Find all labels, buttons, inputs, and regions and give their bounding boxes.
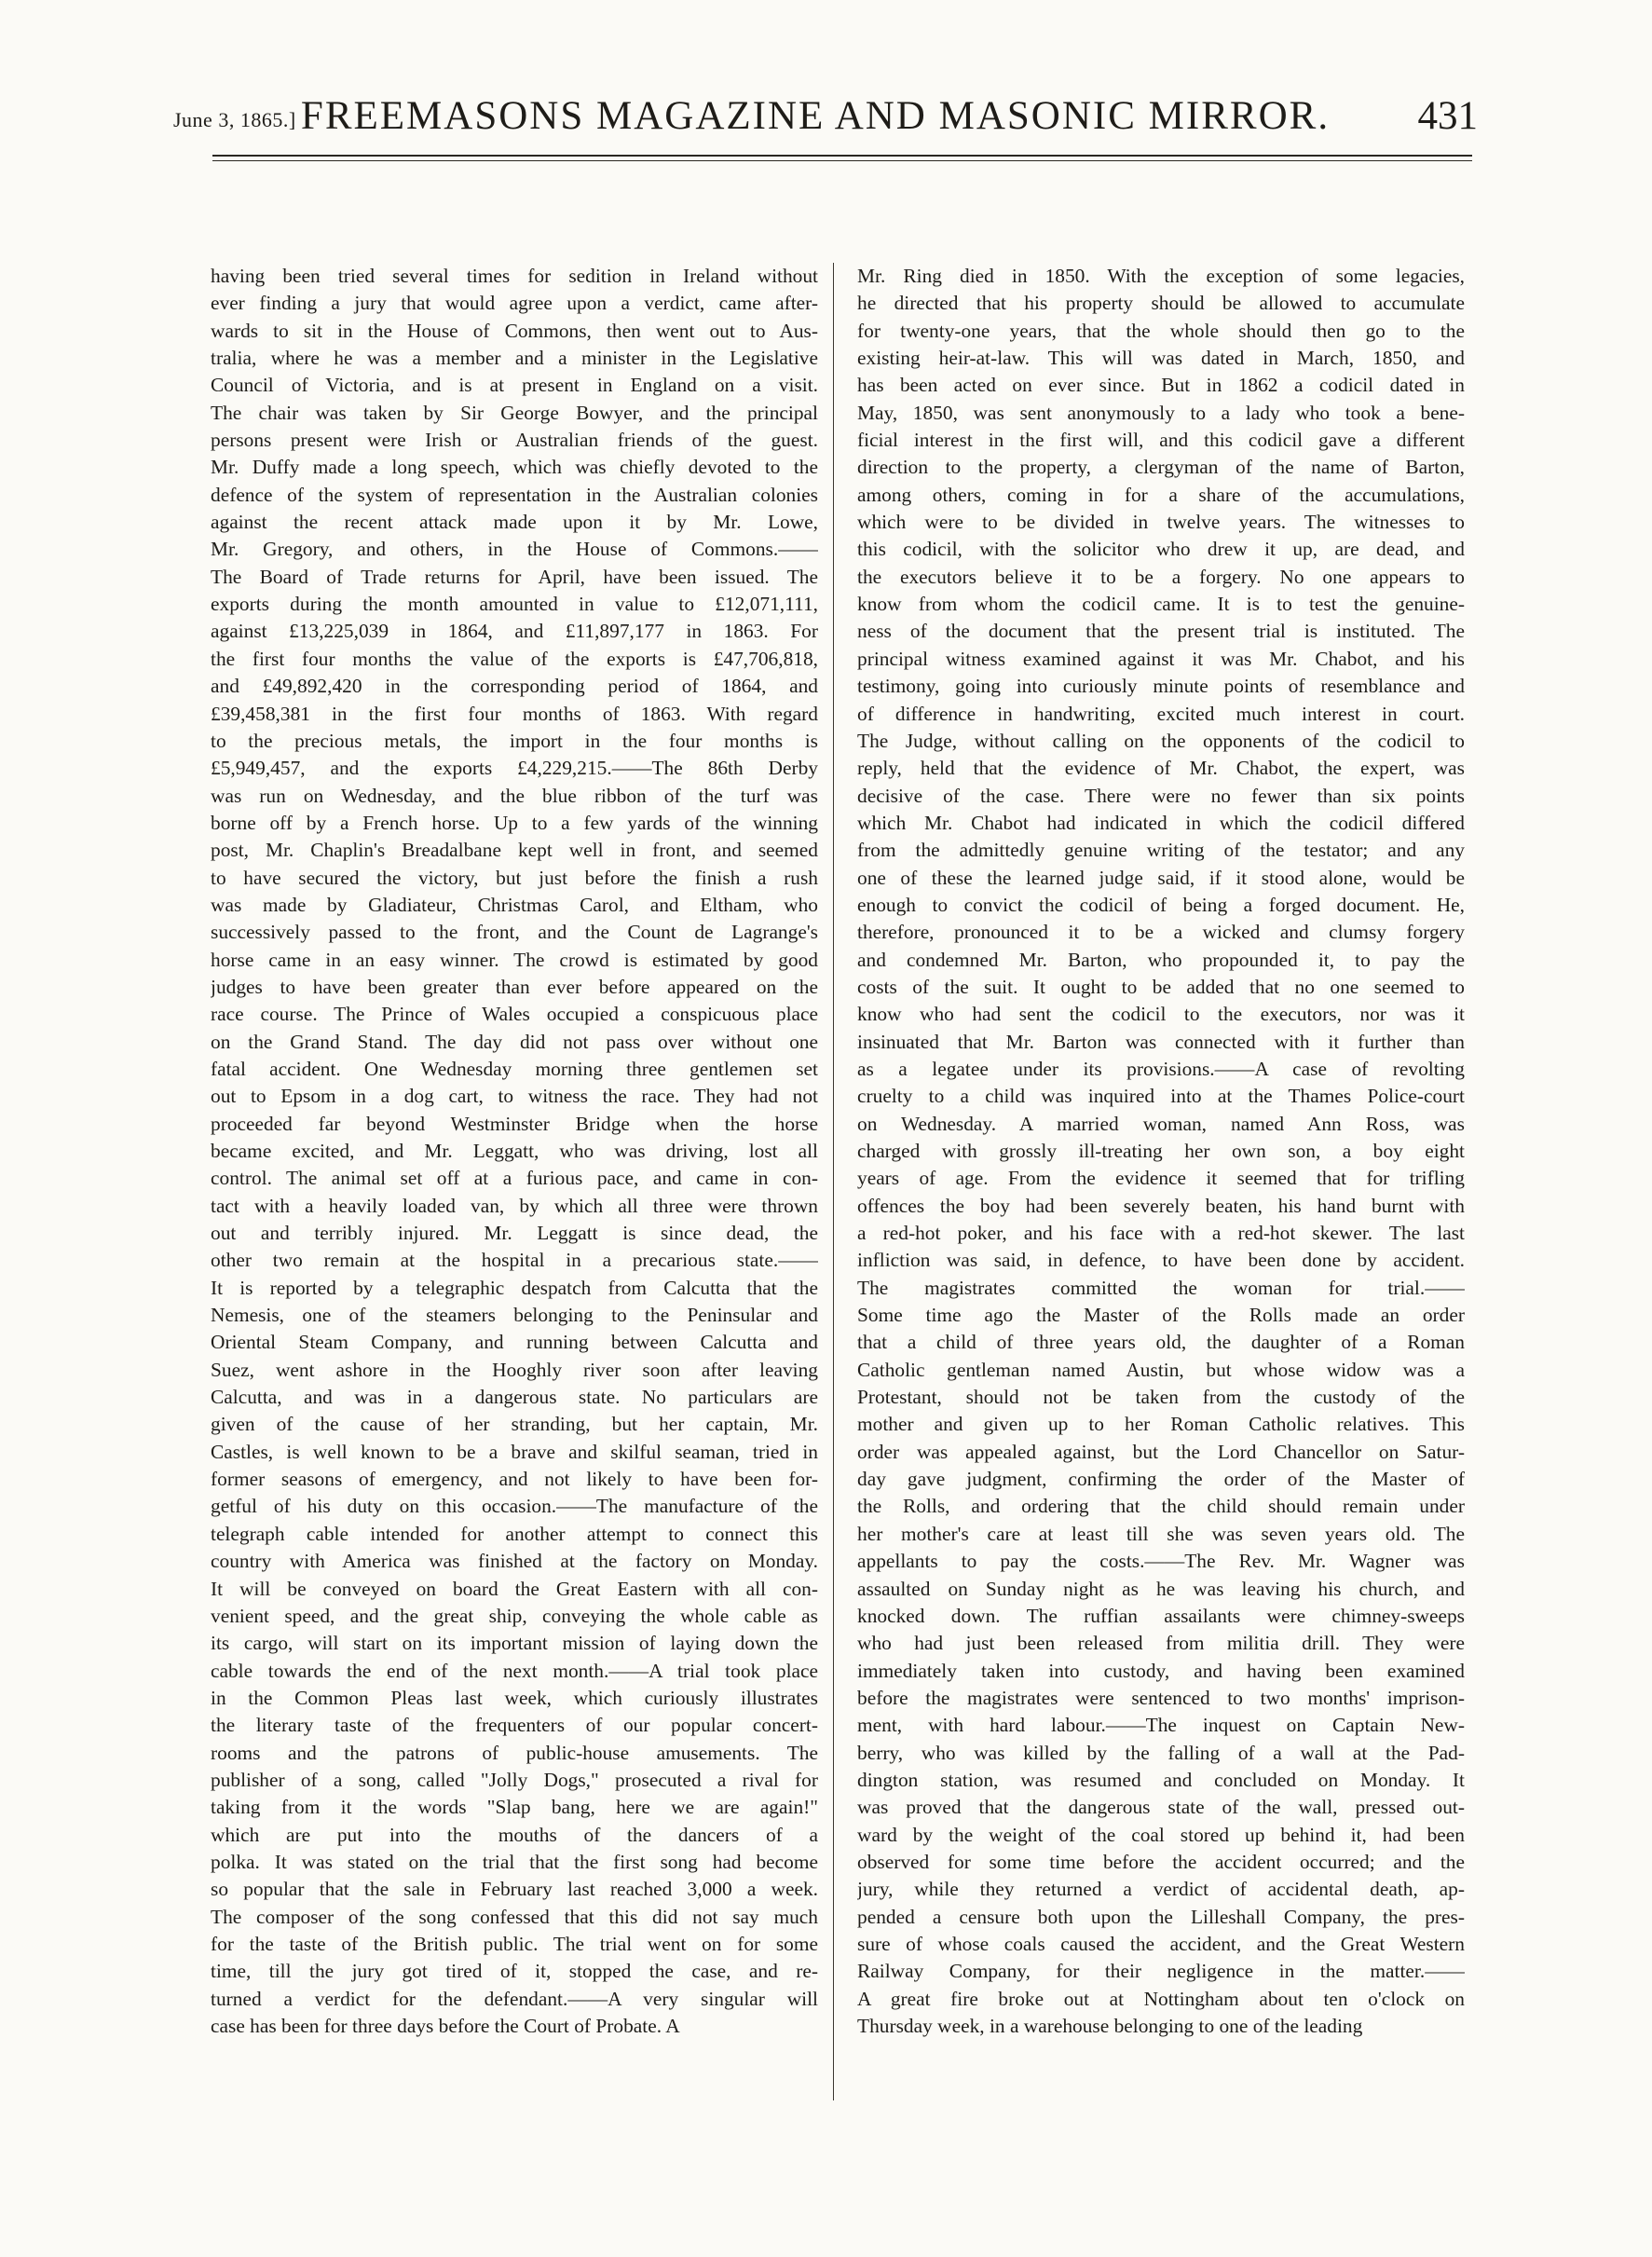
text-line: Mr. Ring died in 1850. With the exception of some legacies, [857, 265, 1465, 287]
text-line: her mother's care at least till she was seven years old. The [857, 1522, 1465, 1545]
text-line: horse came in an easy winner. The crowd is estimated by good [211, 948, 818, 971]
text-line: testimony, going into curiously minute points of resemblance and [857, 675, 1465, 698]
text-line: before the magistrates were sentenced to two months' imprison- [857, 1686, 1465, 1709]
text-line: which were to be divided in twelve years. The witnesses to [857, 511, 1465, 534]
text-line: Mr. Gregory, and others, in the House of Commons.—— [211, 538, 818, 561]
text-line: enough to convict the codicil of being a forged document. He, [857, 893, 1465, 916]
text-line: out and terribly injured. Mr. Leggatt is since dead, the [211, 1222, 818, 1245]
text-line: rooms and the patrons of public-house amusements. The [211, 1741, 818, 1764]
text-line: and £49,892,420 in the corresponding period of 1864, and [211, 675, 818, 698]
text-line: persons present were Irish or Australian friends of the guest. [211, 429, 818, 452]
text-line: Mr. Duffy made a long speech, which was chiefly devoted to the [211, 456, 818, 479]
text-line: was proved that the dangerous state of the wall, pressed out- [857, 1796, 1465, 1819]
text-line: defence of the system of representation in the Australian colonies [211, 483, 818, 506]
text-line: against the recent attack made upon it by Mr. Lowe, [211, 511, 818, 534]
text-line: a red-hot poker, and his face with a red-hot skewer. The last [857, 1222, 1465, 1245]
text-line: Protestant, should not be taken from the custody of the [857, 1386, 1465, 1409]
text-line: getful of his duty on this occasion.——The manufacture of the [211, 1495, 818, 1518]
text-line: the literary taste of the frequenters of our popular concert- [211, 1714, 818, 1737]
text-line: A great fire broke out at Nottingham about ten o'clock on [857, 1987, 1465, 2010]
text-line: infliction was said, in defence, to have been done by accident. [857, 1249, 1465, 1272]
text-line: decisive of the case. There were no fewer than six points [857, 784, 1465, 807]
column-divider [833, 263, 834, 2100]
text-line: the executors believe it to be a forgery. No one appears to [857, 565, 1465, 588]
text-line: its cargo, will start on its important mission of laying down the [211, 1632, 818, 1655]
text-line: day gave judgment, confirming the order of the Master of [857, 1468, 1465, 1491]
text-line: to the precious metals, the import in the four months is [211, 729, 818, 752]
text-line: was made by Gladiateur, Christmas Carol, and Eltham, who [211, 893, 818, 916]
text-line: Council of Victoria, and is at present in England on a visit. [211, 374, 818, 397]
text-line: exports during the month amounted in value to £12,071,111, [211, 593, 818, 616]
text-line: country with America was finished at the factory on Monday. [211, 1550, 818, 1573]
text-line: tact with a heavily loaded van, by which all three were thrown [211, 1194, 818, 1217]
text-line: to have secured the victory, but just before the finish a rush [211, 866, 818, 889]
text-line: became excited, and Mr. Leggatt, who was driving, lost all [211, 1140, 818, 1162]
text-line: which are put into the mouths of the dancers of a [211, 1823, 818, 1846]
text-line: control. The animal set off at a furious pace, and came in con- [211, 1167, 818, 1190]
text-line: assaulted on Sunday night as he was leaving his church, and [857, 1577, 1465, 1600]
text-line: therefore, pronounced it to be a wicked and clumsy forgery [857, 921, 1465, 944]
text-line: successively passed to the front, and the Count de Lagrange's [211, 921, 818, 944]
text-line: dington station, was resumed and concluded on Monday. It [857, 1768, 1465, 1791]
text-line: tralia, where he was a member and a minister in the Legislative [211, 347, 818, 370]
text-line: The magistrates committed the woman for trial.—— [857, 1276, 1465, 1299]
text-line: wards to sit in the House of Commons, then went out to Aus- [211, 319, 818, 342]
text-line: the first four months the value of the exports is £47,706,818, [211, 647, 818, 670]
text-line: this codicil, with the solicitor who drew it up, are dead, and [857, 538, 1465, 561]
text-line: mother and given up to her Roman Catholic relatives. This [857, 1413, 1465, 1436]
text-line: on the Grand Stand. The day did not pass over without one [211, 1030, 818, 1053]
text-line: ficial interest in the first will, and this codicil gave a different [857, 429, 1465, 452]
text-line: telegraph cable intended for another attempt to connect this [211, 1522, 818, 1545]
text-line: ment, with hard labour.——The inquest on Captain New- [857, 1714, 1465, 1737]
text-line: polka. It was stated on the trial that the first song had become [211, 1850, 818, 1873]
text-line: having been tried several times for sedition in Ireland without [211, 265, 818, 287]
text-line: and condemned Mr. Barton, who propounded it, to pay the [857, 948, 1465, 971]
text-line: publisher of a song, called "Jolly Dogs," prosecuted a rival for [211, 1768, 818, 1791]
text-line: pended a censure both upon the Lilleshall Company, the pres- [857, 1905, 1465, 1928]
text-line: principal witness examined against it was Mr. Chabot, and his [857, 647, 1465, 670]
issue-date: June 3, 1865.] [173, 108, 296, 131]
text-line: Suez, went ashore in the Hooghly river soon after leaving [211, 1358, 818, 1381]
text-line: turned a verdict for the defendant.——A very singular will [211, 1987, 818, 2010]
text-line: ward by the weight of the coal stored up behind it, had been [857, 1823, 1465, 1846]
text-line: he directed that his property should be allowed to accumulate [857, 292, 1465, 315]
header-rule [212, 155, 1472, 157]
text-line: taking from it the words "Slap bang, here we are again!" [211, 1796, 818, 1819]
text-line: ever finding a jury that would agree upon a verdict, came after- [211, 292, 818, 315]
text-line: Oriental Steam Company, and running between Calcutta and [211, 1331, 818, 1354]
text-line: in the Common Pleas last week, which curiously illustrates [211, 1686, 818, 1709]
text-line: one of these the learned judge said, if it stood alone, would be [857, 866, 1465, 889]
text-line: £39,458,381 in the first four months of 1863. With regard [211, 702, 818, 725]
text-line: Nemesis, one of the steamers belonging to the Peninsular and [211, 1304, 818, 1327]
text-line: out to Epsom in a dog cart, to witness the race. They had not [211, 1085, 818, 1108]
text-line: ness of the document that the present trial is instituted. The [857, 620, 1465, 643]
page-header [173, 91, 1478, 147]
text-line: among others, coming in for a share of the accumulations, [857, 483, 1465, 506]
left-column [211, 263, 818, 2040]
text-line: knocked down. The ruffian assailants were chimney-sweeps [857, 1604, 1465, 1627]
right-column [857, 263, 1465, 2040]
text-line: The chair was taken by Sir George Bowyer, and the principal [211, 401, 818, 424]
text-line: The composer of the song confessed that this did not say much [211, 1905, 818, 1928]
text-line: existing heir-at-law. This will was dated in March, 1850, and [857, 347, 1465, 370]
text-line: against £13,225,039 in 1864, and £11,897,177 in 1863. For [211, 620, 818, 643]
text-line: given of the cause of her stranding, but her captain, Mr. [211, 1413, 818, 1436]
text-line: appellants to pay the costs.——The Rev. Mr. Wagner was [857, 1550, 1465, 1573]
text-line: Some time ago the Master of the Rolls made an order [857, 1304, 1465, 1327]
text-line: race course. The Prince of Wales occupied a conspicuous place [211, 1003, 818, 1026]
text-line: The Board of Trade returns for April, have been issued. The [211, 565, 818, 588]
text-line: borne off by a French horse. Up to a few yards of the winning [211, 811, 818, 834]
text-line: £5,949,457, and the exports £4,229,215.——The 86th Derby [211, 757, 818, 780]
text-line: May, 1850, was sent anonymously to a lady who took a bene- [857, 401, 1465, 424]
text-line: immediately taken into custody, and having been examined [857, 1659, 1465, 1682]
masthead-title: FREEMASONS MAGAZINE AND MASONIC MIRROR. [300, 94, 1331, 138]
text-line: Railway Company, for their negligence in the matter.—— [857, 1960, 1465, 1983]
text-line: It will be conveyed on board the Great Eastern with all con- [211, 1577, 818, 1600]
text-line: from the admittedly genuine writing of the testator; and any [857, 839, 1465, 862]
text-line: of difference in handwriting, excited much interest in court. [857, 702, 1465, 725]
text-line: jury, while they returned a verdict of accidental death, ap- [857, 1878, 1465, 1901]
text-line: for twenty-one years, that the whole should then go to the [857, 319, 1465, 342]
text-line: for the taste of the British public. The trial went on for some [211, 1932, 818, 1955]
text-line: know from whom the codicil came. It is to test the genuine- [857, 593, 1465, 616]
text-line: which Mr. Chabot had indicated in which the codicil differed [857, 811, 1465, 834]
text-line: other two remain at the hospital in a precarious state.—— [211, 1249, 818, 1272]
text-line: venient speed, and the great ship, conveying the whole cable as [211, 1604, 818, 1627]
text-line: reply, held that the evidence of Mr. Chabot, the expert, was [857, 757, 1465, 780]
text-line: insinuated that Mr. Barton was connected with it further than [857, 1030, 1465, 1053]
text-line: cruelty to a child was inquired into at the Thames Police-court [857, 1085, 1465, 1108]
text-line: Castles, is well known to be a brave and skilful seaman, tried in [211, 1440, 818, 1463]
text-line: on Wednesday. A married woman, named Ann Ross, was [857, 1112, 1465, 1135]
text-line: The Judge, without calling on the opponents of the codicil to [857, 729, 1465, 752]
text-line: charged with grossly ill-treating her own son, a boy eight [857, 1140, 1465, 1162]
header-rule-thin [212, 160, 1472, 161]
text-line: fatal accident. One Wednesday morning three gentlemen set [211, 1057, 818, 1080]
text-line: Catholic gentleman named Austin, but whose widow was a [857, 1358, 1465, 1381]
text-line: It is reported by a telegraphic despatch from Calcutta that the [211, 1276, 818, 1299]
text-line: that a child of three years old, the daughter of a Roman [857, 1331, 1465, 1354]
text-line: has been acted on ever since. But in 1862 a codicil dated in [857, 374, 1465, 397]
text-line: cable towards the end of the next month.——A trial took place [211, 1659, 818, 1682]
text-line: post, Mr. Chaplin's Breadalbane kept well in front, and seemed [211, 839, 818, 862]
text-line: case has been for three days before the Court of Probate. A [211, 2015, 680, 2037]
text-line: the Rolls, and ordering that the child should remain under [857, 1495, 1465, 1518]
text-line: observed for some time before the accident occurred; and the [857, 1850, 1465, 1873]
text-line: former seasons of emergency, and not likely to have been for- [211, 1468, 818, 1491]
page-number: 431 [1417, 94, 1478, 138]
text-line: judges to have been greater than ever before appeared on the [211, 975, 818, 998]
text-line: years of age. From the evidence it seemed that for trifling [857, 1167, 1465, 1190]
text-line: as a legatee under its provisions.——A case of revolting [857, 1057, 1465, 1080]
text-line: direction to the property, a clergyman of the name of Barton, [857, 456, 1465, 479]
text-line: know who had sent the codicil to the executors, nor was it [857, 1003, 1465, 1026]
text-line: time, till the jury got tired of it, stopped the case, and re- [211, 1960, 818, 1983]
text-line: Calcutta, and was in a dangerous state. No particulars are [211, 1386, 818, 1409]
text-line: offences the boy had been severely beaten, his hand burnt with [857, 1194, 1465, 1217]
text-line: sure of whose coals caused the accident, and the Great Western [857, 1932, 1465, 1955]
text-line: was run on Wednesday, and the blue ribbon of the turf was [211, 784, 818, 807]
text-line: costs of the suit. It ought to be added that no one seemed to [857, 975, 1465, 998]
text-line: order was appealed against, but the Lord Chancellor on Satur- [857, 1440, 1465, 1463]
text-line: berry, who was killed by the falling of a wall at the Pad- [857, 1741, 1465, 1764]
text-line: proceeded far beyond Westminster Bridge when the horse [211, 1112, 818, 1135]
text-line: Thursday week, in a warehouse belonging to one of the leading [857, 2015, 1363, 2037]
text-line: so popular that the sale in February last reached 3,000 a week. [211, 1878, 818, 1901]
text-line: who had just been released from militia drill. They were [857, 1632, 1465, 1655]
